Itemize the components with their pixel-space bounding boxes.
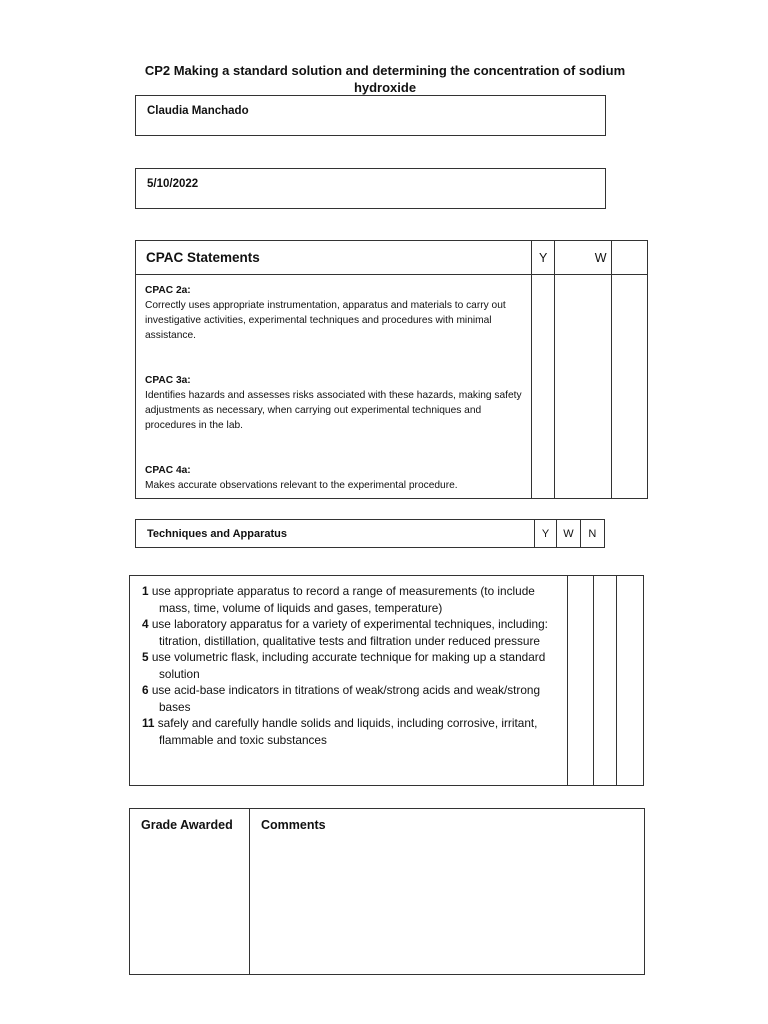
techniques-n-cell[interactable] xyxy=(617,576,644,786)
cpac-header: CPAC Statements xyxy=(136,241,532,275)
grade-row xyxy=(130,809,645,975)
techniques-col-w: W xyxy=(557,520,580,548)
cpac-table xyxy=(135,240,648,499)
technique-item xyxy=(142,583,561,616)
techniques-y-cell[interactable] xyxy=(568,576,594,786)
cpac-statement-text: Correctly uses appropriate instrumentation, apparatus and materials to carry out investigative activities, experimental techniques and procedures with minimal assistance. xyxy=(145,300,506,341)
techniques-header-row xyxy=(136,520,605,548)
techniques-col-n: N xyxy=(580,520,604,548)
technique-number: 11 xyxy=(142,716,155,730)
technique-number: 6 xyxy=(142,683,149,697)
cpac-statements-cell xyxy=(136,275,532,499)
technique-number: 4 xyxy=(142,617,149,631)
technique-text: use laboratory apparatus for a variety of experimental techniques, including: titration, distillation, qualitative tests and filtration under reduced pressure xyxy=(151,617,548,648)
cpac-col-w: W xyxy=(555,241,611,275)
technique-text: use acid-base indicators in titrations of weak/strong acids and weak/strong bases xyxy=(151,683,541,714)
date-field[interactable] xyxy=(135,168,606,209)
grade-table xyxy=(129,808,645,975)
name-field[interactable] xyxy=(135,95,606,136)
technique-item xyxy=(142,682,561,715)
cpac-statement xyxy=(145,283,525,343)
cpac-header-row xyxy=(136,241,648,275)
grade-awarded-cell[interactable] xyxy=(130,809,250,975)
techniques-header-table xyxy=(135,519,605,548)
techniques-list xyxy=(130,576,568,786)
cpac-statement xyxy=(145,463,525,493)
techniques-col-y: Y xyxy=(534,520,556,548)
techniques-header: Techniques and Apparatus xyxy=(136,520,535,548)
cpac-statement-text: Identifies hazards and assesses risks associated with these hazards, making safety adjustments as necessary, when carrying out experimental techniques and procedures in the lab. xyxy=(145,390,522,431)
technique-item xyxy=(142,649,561,682)
technique-text: use appropriate apparatus to record a range of measurements (to include mass, time, volume of liquids and gases, temperature) xyxy=(151,584,535,615)
technique-item xyxy=(142,715,561,748)
cpac-w-cell[interactable] xyxy=(555,275,611,499)
techniques-w-cell[interactable] xyxy=(593,576,617,786)
comments-label: Comments xyxy=(261,818,326,832)
cpac-statement xyxy=(145,373,525,433)
techniques-list-row xyxy=(130,576,644,786)
cpac-body-row xyxy=(136,275,648,499)
cpac-extra-cell[interactable] xyxy=(611,275,648,499)
technique-text: use volumetric flask, including accurate technique for making up a standard solution xyxy=(151,650,546,681)
technique-text: safely and carefully handle solids and liquids, including corrosive, irritant, flammable and toxic substances xyxy=(157,716,538,747)
cpac-y-cell[interactable] xyxy=(532,275,555,499)
cpac-col-extra xyxy=(611,241,648,275)
comments-cell[interactable] xyxy=(250,809,645,975)
cpac-statement-title: CPAC 3a: xyxy=(145,375,191,386)
technique-number: 1 xyxy=(142,584,149,598)
techniques-list-table xyxy=(129,575,644,786)
cpac-statement-title: CPAC 2a: xyxy=(145,285,191,296)
page-title: CP2 Making a standard solution and determining the concentration of sodium hydroxide xyxy=(144,63,626,95)
date-value: 5/10/2022 xyxy=(147,178,199,190)
name-value: Claudia Manchado xyxy=(147,105,249,117)
cpac-col-y: Y xyxy=(532,241,555,275)
technique-item xyxy=(142,616,561,649)
cpac-statement-text: Makes accurate observations relevant to the experimental procedure. xyxy=(145,480,458,491)
technique-number: 5 xyxy=(142,650,149,664)
grade-awarded-label: Grade Awarded xyxy=(141,818,233,832)
cpac-statement-title: CPAC 4a: xyxy=(145,465,191,476)
